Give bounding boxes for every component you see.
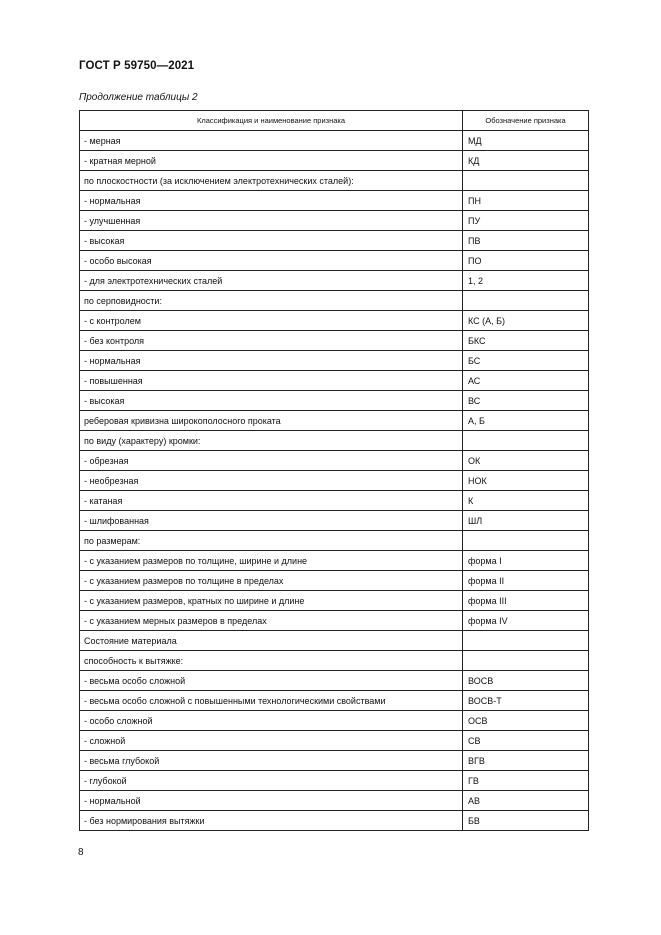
table-row [80, 631, 589, 651]
table-row [80, 651, 589, 671]
feature-name-cell: - улучшенная [80, 211, 463, 231]
table-row [80, 491, 589, 511]
feature-code-cell: форма III [463, 591, 589, 611]
table-row [80, 811, 589, 831]
table-row [80, 531, 589, 551]
feature-code-cell: БВ [463, 811, 589, 831]
column-header-designation: Обозначение признака [463, 111, 589, 131]
feature-name-cell: способность к вытяжке: [80, 651, 463, 671]
feature-name-cell: - без нормирования вытяжки [80, 811, 463, 831]
feature-code-cell: АВ [463, 791, 589, 811]
table-row [80, 451, 589, 471]
table-row [80, 271, 589, 291]
feature-name-cell: - с указанием мерных размеров в пределах [80, 611, 463, 631]
table-row [80, 291, 589, 311]
feature-code-cell: форма IV [463, 611, 589, 631]
table-body [80, 131, 589, 831]
feature-name-cell: - высокая [80, 231, 463, 251]
feature-code-cell: ПН [463, 191, 589, 211]
table-row [80, 691, 589, 711]
feature-name-cell: - для электротехнических сталей [80, 271, 463, 291]
feature-name-cell: - с указанием размеров по толщине, ширине и длине [80, 551, 463, 571]
feature-code-cell: ВГВ [463, 751, 589, 771]
table-row [80, 591, 589, 611]
feature-name-cell: по серповидности: [80, 291, 463, 311]
feature-code-cell: ПУ [463, 211, 589, 231]
feature-code-cell [463, 291, 589, 311]
table-row [80, 431, 589, 451]
feature-code-cell: ГВ [463, 771, 589, 791]
feature-code-cell: НОК [463, 471, 589, 491]
feature-code-cell: КС (А, Б) [463, 311, 589, 331]
table-row [80, 191, 589, 211]
feature-code-cell: ПВ [463, 231, 589, 251]
feature-name-cell: - кратная мерной [80, 151, 463, 171]
feature-name-cell: - весьма особо сложной [80, 671, 463, 691]
feature-name-cell: по размерам: [80, 531, 463, 551]
feature-code-cell: К [463, 491, 589, 511]
page-number: 8 [78, 847, 84, 858]
feature-name-cell: по виду (характеру) кромки: [80, 431, 463, 451]
feature-code-cell: ВОСВ [463, 671, 589, 691]
feature-name-cell: - глубокой [80, 771, 463, 791]
table-row [80, 711, 589, 731]
feature-name-cell: - весьма глубокой [80, 751, 463, 771]
feature-name-cell: Состояние материала [80, 631, 463, 651]
feature-name-cell: - обрезная [80, 451, 463, 471]
feature-code-cell: БС [463, 351, 589, 371]
feature-code-cell: КД [463, 151, 589, 171]
feature-code-cell: форма II [463, 571, 589, 591]
table-row [80, 611, 589, 631]
feature-name-cell: - мерная [80, 131, 463, 151]
feature-name-cell: - катаная [80, 491, 463, 511]
feature-code-cell: ШЛ [463, 511, 589, 531]
table-row [80, 471, 589, 491]
table-row [80, 391, 589, 411]
feature-code-cell [463, 631, 589, 651]
feature-name-cell: - нормальная [80, 191, 463, 211]
feature-code-cell: МД [463, 131, 589, 151]
table-row [80, 511, 589, 531]
feature-code-cell: ПО [463, 251, 589, 271]
table-row [80, 371, 589, 391]
document-header: ГОСТ Р 59750—2021 [79, 60, 195, 72]
feature-code-cell: форма I [463, 551, 589, 571]
feature-code-cell: А, Б [463, 411, 589, 431]
feature-name-cell: - весьма особо сложной с повышенными технологическими свойствами [80, 691, 463, 711]
feature-code-cell [463, 651, 589, 671]
feature-code-cell: БКС [463, 331, 589, 351]
feature-name-cell: - шлифованная [80, 511, 463, 531]
feature-code-cell [463, 171, 589, 191]
feature-name-cell: реберовая кривизна широкополосного проката [80, 411, 463, 431]
table-continuation-caption: Продолжение таблицы 2 [79, 92, 198, 103]
feature-name-cell: - сложной [80, 731, 463, 751]
classification-table [79, 110, 589, 831]
table-row [80, 411, 589, 431]
feature-name-cell: - нормальной [80, 791, 463, 811]
table-row [80, 171, 589, 191]
feature-code-cell: ВОСВ-Т [463, 691, 589, 711]
feature-code-cell: АС [463, 371, 589, 391]
table-row [80, 331, 589, 351]
table-row [80, 211, 589, 231]
feature-name-cell: по плоскостности (за исключением электротехнических сталей): [80, 171, 463, 191]
feature-code-cell: ОК [463, 451, 589, 471]
table-header-row [80, 111, 589, 131]
feature-name-cell: - высокая [80, 391, 463, 411]
feature-code-cell: СВ [463, 731, 589, 751]
feature-code-cell [463, 431, 589, 451]
feature-name-cell: - повышенная [80, 371, 463, 391]
feature-name-cell: - особо высокая [80, 251, 463, 271]
table-row [80, 551, 589, 571]
feature-name-cell: - с контролем [80, 311, 463, 331]
table-row [80, 131, 589, 151]
feature-name-cell: - с указанием размеров по толщине в пределах [80, 571, 463, 591]
table-row [80, 731, 589, 751]
table-row [80, 311, 589, 331]
column-header-classification: Классификация и наименование признака [80, 111, 463, 131]
feature-name-cell: - нормальная [80, 351, 463, 371]
feature-code-cell [463, 531, 589, 551]
table-row [80, 251, 589, 271]
table-row [80, 751, 589, 771]
feature-code-cell: ОСВ [463, 711, 589, 731]
table-row [80, 151, 589, 171]
feature-code-cell: 1, 2 [463, 271, 589, 291]
table-row [80, 771, 589, 791]
table-row [80, 351, 589, 371]
table-row [80, 571, 589, 591]
feature-code-cell: ВС [463, 391, 589, 411]
table-row [80, 791, 589, 811]
feature-name-cell: - необрезная [80, 471, 463, 491]
feature-name-cell: - без контроля [80, 331, 463, 351]
table-row [80, 671, 589, 691]
feature-name-cell: - особо сложной [80, 711, 463, 731]
feature-name-cell: - с указанием размеров, кратных по ширине и длине [80, 591, 463, 611]
table-row [80, 231, 589, 251]
